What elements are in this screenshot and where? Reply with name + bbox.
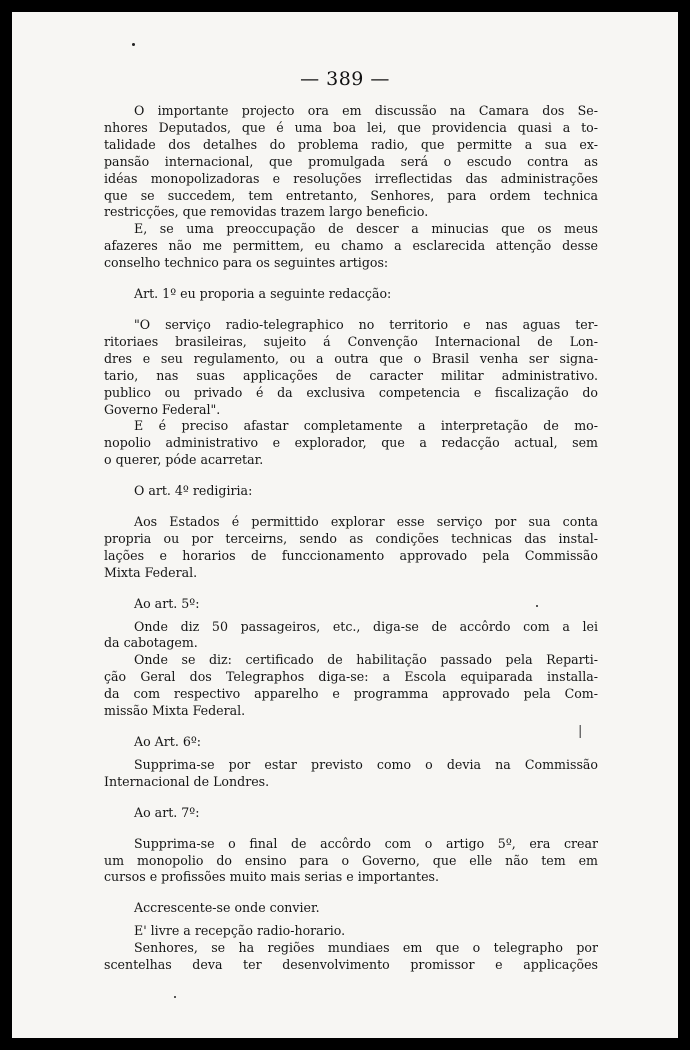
text-line: ritoriaes brasileiras, sujeito á Convenção Internacional de Lon- [104,333,598,349]
paragraph-closing [104,940,598,974]
paragraph-intro [104,103,598,221]
text-line: lações e horarios de funccionamento approvado pela Commissão [104,547,598,563]
text-line: Supprima-se o final de accôrdo com o artigo 5º, era crear [134,835,598,851]
line-free-reception: E' livre a recepção radio-horario. [134,923,346,939]
paragraph-attention [104,221,598,272]
text-line: o querer, póde acarretar. [104,452,264,468]
text-line: Mixta Federal. [104,564,198,580]
document-page [12,12,678,1038]
ink-speck [132,43,135,46]
text-line: Aos Estados é permittido explorar esse serviço por sua conta [134,514,598,530]
paragraph-art-1-quote [104,317,598,418]
text-line: E é preciso afastar completamente a interpretação de mo- [134,418,598,434]
text-line: um monopolio do ensino para o Governo, que elle não tem em [104,852,598,868]
heading-art-4: O art. 4º redigiria: [134,483,253,499]
text-line: da cabotagem. [104,635,198,651]
text-line: Onde diz 50 passageiros, etc., diga-se de accôrdo com a lei [134,618,598,634]
text-line: nhores Deputados, que é uma boa lei, que providencia quasi a to- [104,119,598,135]
text-line: dres e seu regulamento, ou a outra que o Brasil venha ser signa- [104,350,598,366]
heading-art-7: Ao art. 7º: [134,804,200,820]
heading-art-5: Ao art. 5º: [134,595,200,611]
text-line: Senhores, se ha regiões mundiaes em que o telegrapho por [134,940,598,956]
text-line: nopolio administrativo e explorador, que a redacção actual, sem [104,435,598,451]
body-text [104,103,598,974]
text-line: scentelhas deva ter desenvolvimento promissor e applicações [104,957,598,973]
heading-art-1: Art. 1º eu proporia a seguinte redacção: [134,286,392,302]
text-line: Internacional de Londres. [104,773,270,789]
text-line: restricções, que removidas trazem largo beneficio. [104,204,429,220]
text-line: idéas monopolizadoras e resoluções irreflectidas das administrações [104,170,598,186]
text-line: cursos e profissões muito mais serias e importantes. [104,869,440,885]
page-number: — 389 — [300,68,390,90]
paragraph-art-7 [104,836,598,887]
text-line: Governo Federal". [104,401,221,417]
text-line: publico ou privado é da exclusiva competencia e fiscalização do [104,384,598,400]
text-line: Onde se diz: certificado de habilitação passado pela Reparti- [134,652,598,668]
heading-art-6: Ao Art. 6º: [134,734,202,749]
text-line: tario, nas suas applicações de caracter militar administrativo. [104,367,598,383]
text-line: pansão internacional, que promulgada será o escudo contra as [104,153,598,169]
text-line: talidade dos detalhes do problema radio, que permitte a sua ex- [104,136,598,152]
text-line: da com respectivo apparelho e programma approvado pela Com- [104,686,598,702]
text-line: "O serviço radio-telegraphico no territorio e nas aguas ter- [134,316,598,332]
paragraph-art-5-passengers [104,619,598,653]
line-add-where-fit: Accrescente-se onde convier. [134,900,320,916]
text-line: ção Geral dos Telegraphos diga-se: a Escola equiparada installa- [104,669,598,685]
text-line: O importante projecto ora em discussão na Camara dos Se- [134,103,598,118]
paragraph-art-5-certificate [104,652,598,720]
margin-mark: | [578,724,583,739]
text-line: missão Mixta Federal. [104,703,246,719]
text-line: afazeres não me permittem, eu chamo a esclarecida attenção desse [104,238,598,254]
paragraph-monopoly [104,418,598,469]
text-line: E, se uma preoccupação de descer a minucias que os meus [134,221,598,237]
paragraph-art-6 [104,757,598,791]
ink-speck [174,996,176,998]
paragraph-art-4 [104,514,598,582]
text-line: Supprima-se por estar previsto como o devia na Commissão [134,756,598,772]
text-line: conselho technico para os seguintes artigos: [104,255,389,271]
text-line: que se succedem, tem entretanto, Senhores, para ordem technica [104,187,598,203]
text-line: propria ou por terceirns, sendo as condições technicas das instal- [104,530,598,546]
